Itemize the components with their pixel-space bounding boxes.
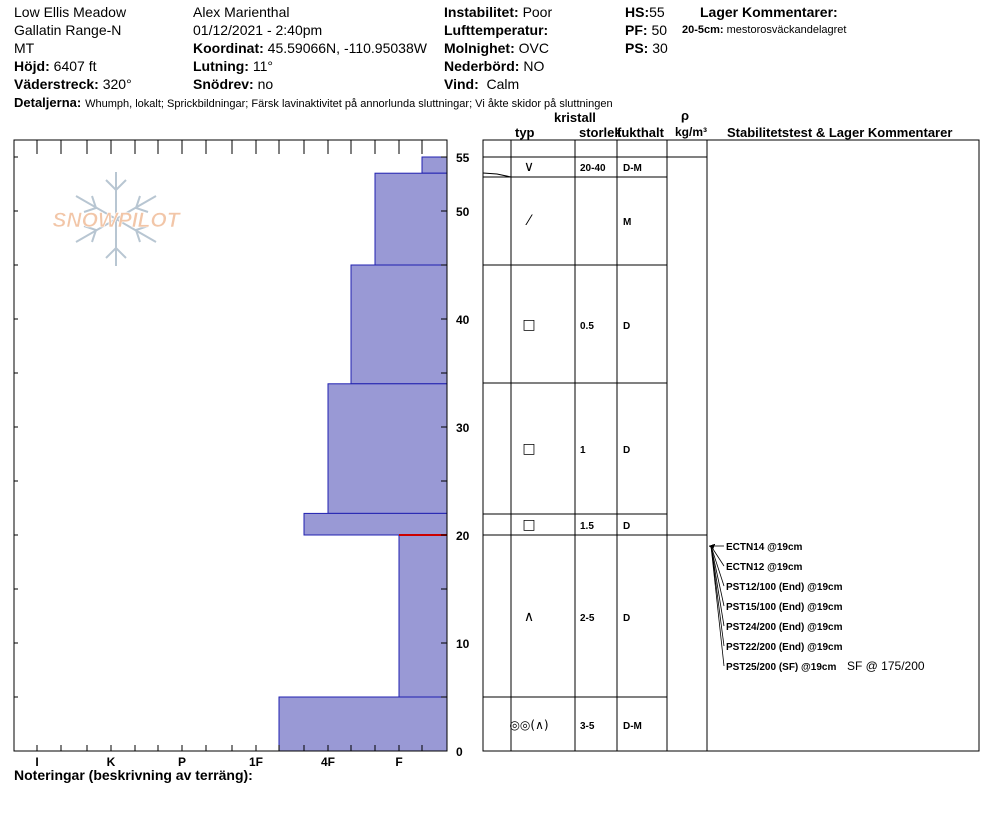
crystal-moisture: M (623, 217, 632, 228)
elevation-label: Höjd: (14, 58, 50, 74)
crystal-type-symbol: □ (522, 517, 536, 533)
crystal-header: kristall (554, 110, 596, 125)
height-tick-label: 10 (456, 637, 470, 651)
hardness-tick-label: K (106, 755, 116, 769)
layer-comment-depth: 20-5cm: (682, 24, 724, 36)
sky-label: Molnighet: (444, 40, 515, 56)
hardness-tick-label: P (177, 755, 187, 769)
ps-label: PS: (625, 40, 649, 56)
arrow-icon (709, 544, 715, 549)
crystal-type-symbol: ∨ (523, 159, 535, 175)
snowpilot-logo (52, 172, 181, 266)
crystal-type-symbol: ⁄ (527, 213, 531, 229)
hardness-tick-label: 1F (248, 755, 264, 769)
crystal-size: 1.5 (580, 521, 594, 532)
rho-unit-header: kg/m³ (675, 125, 708, 139)
crystal-size: 2-5 (580, 613, 595, 624)
hardness-bar (399, 535, 447, 697)
slope-label: Lutning: (193, 58, 249, 74)
stability-test-label: PST24/200 (End) @19cm (726, 622, 843, 633)
height-tick-label: 30 (456, 421, 470, 435)
height-tick-label: 50 (456, 205, 470, 219)
crystal-moisture: D (623, 521, 631, 532)
pf-value: 50 (651, 22, 668, 38)
hardness-tick-label: 4F (320, 755, 336, 769)
details-text: Whumph, lokalt; Sprickbildningar; Färsk lavinaktivitet på annorlunda sluttningar; Vi åkte skidor på sluttningen (85, 98, 613, 110)
location: Low Ellis Meadow (14, 4, 127, 20)
height-tick-label: 0 (456, 745, 463, 759)
crystal-size: 1 (580, 445, 586, 456)
moisture-header: fukthalt (617, 125, 664, 140)
crystal-type-symbol: ∧ (523, 609, 535, 625)
layer-comments-title: Lager Kommentarer: (700, 4, 838, 20)
stability-test-label: PST12/100 (End) @19cm (726, 582, 843, 593)
layer-comment-text: mestorosväckandelagret (726, 24, 847, 36)
instability-label: Instabilitet: (444, 4, 519, 20)
stability-test-label: ECTN14 @19cm (726, 542, 803, 553)
precip-label: Nederbörd: (444, 58, 520, 74)
hardness-tick-label: I (35, 755, 39, 769)
crystal-moisture: D (623, 613, 631, 624)
hs-value: 55 (649, 4, 665, 20)
crystal-size: 0.5 (580, 321, 594, 332)
crystal-type-symbol: □ (522, 441, 536, 457)
height-tick-label: 40 (456, 313, 470, 327)
precip-value: NO (523, 58, 545, 74)
crystal-moisture: D (623, 321, 631, 332)
crystal-type-symbol: ◎◎(∧) (509, 718, 549, 732)
stability-header: Stabilitetstest & Lager Kommentarer (727, 125, 953, 140)
hardness-bar (328, 384, 447, 514)
notes-label: Noteringar (beskrivning av terräng): (14, 767, 253, 783)
height-tick-label: 55 (456, 151, 470, 165)
aspect-label: Väderstreck: (14, 76, 99, 92)
elevation-value: 6407 ft (53, 58, 97, 74)
slope-value: 11° (252, 58, 274, 74)
stability-test-label: PST25/200 (SF) @19cm (726, 662, 837, 673)
coord-value: 45.59066N, -110.95038W (267, 40, 427, 56)
instability-value: Poor (522, 4, 553, 20)
stability-test-extra: SF @ 175/200 (847, 659, 925, 673)
hardness-bar (304, 513, 447, 535)
state: MT (14, 40, 35, 56)
stability-test-label: PST22/200 (End) @19cm (726, 642, 843, 653)
details-label: Detaljerna: (14, 95, 82, 110)
coord-label: Koordinat: (193, 40, 264, 56)
crystal-moisture: D-M (623, 721, 642, 732)
wind-label: Vind: (444, 76, 479, 92)
row-connector (483, 173, 511, 177)
crystal-moisture: D (623, 445, 631, 456)
sky-value: OVC (518, 40, 549, 56)
hardness-bar (422, 157, 447, 173)
stability-test-label: ECTN12 @19cm (726, 562, 803, 573)
crystal-type-symbol: □ (522, 317, 536, 333)
logo-text: SNOWPILOT (52, 209, 180, 232)
hs-label: HS: (625, 4, 650, 20)
drift-label: Snödrev: (193, 76, 254, 92)
observer: Alex Marienthal (193, 4, 290, 20)
crystal-moisture: D-M (623, 163, 642, 174)
hardness-bar (375, 173, 447, 265)
range: Gallatin Range-N (14, 22, 122, 38)
stability-test-label: PST15/100 (End) @19cm (726, 602, 843, 613)
type-header: typ (515, 125, 535, 140)
crystal-size: 3-5 (580, 721, 595, 732)
pf-label: PF: (625, 22, 648, 38)
drift-value: no (257, 76, 274, 92)
hardness-bar (279, 697, 447, 751)
size-header: storlek (579, 125, 622, 140)
wind-value: Calm (486, 76, 520, 92)
airtemp-label: Lufttemperatur: (444, 22, 549, 38)
hardness-tick-label: F (395, 755, 403, 769)
rho-header: ρ (681, 108, 690, 123)
aspect-value: 320° (102, 76, 132, 92)
height-tick-label: 20 (456, 529, 470, 543)
stability-test-leader (711, 546, 724, 666)
crystal-size: 20-40 (580, 163, 606, 174)
ps-value: 30 (652, 40, 668, 56)
hardness-bar (351, 265, 447, 384)
datetime: 01/12/2021 - 2:40pm (193, 22, 323, 38)
